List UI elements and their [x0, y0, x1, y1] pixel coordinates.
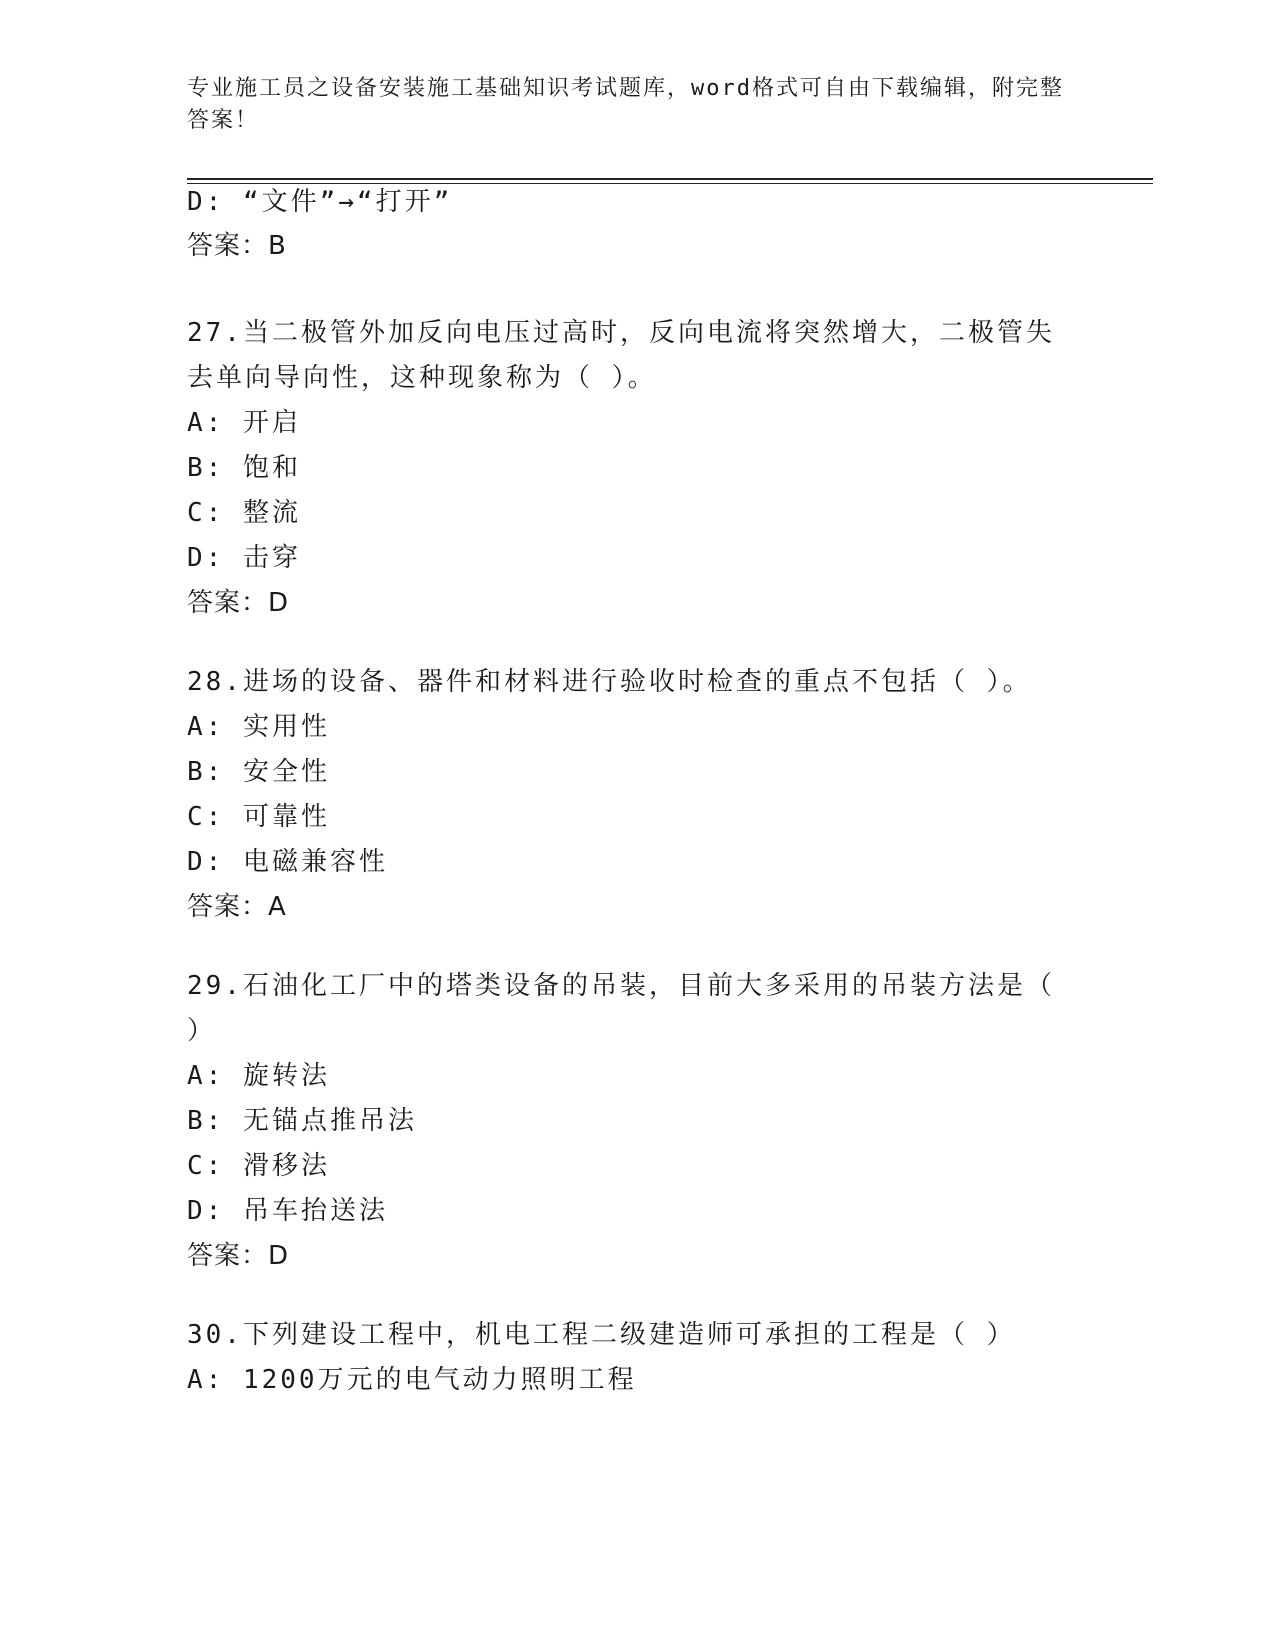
option-a: A: 开启 — [187, 408, 301, 438]
option-d: D: 吊车抬送法 — [187, 1196, 388, 1226]
answer: 答案：D — [187, 588, 290, 618]
option-c: C: 整流 — [187, 498, 301, 528]
option-b: B: 安全性 — [187, 757, 330, 787]
question-28 — [187, 660, 1067, 930]
answer: 答案：A — [187, 892, 287, 922]
carryover-answer: 答案：B — [187, 231, 287, 261]
option-a: A: 旋转法 — [187, 1061, 330, 1091]
option-c: C: 滑移法 — [187, 1151, 330, 1181]
option-d: D: 击穿 — [187, 543, 301, 573]
option-d: D: 电磁兼容性 — [187, 847, 388, 877]
question-stem: 29.石油化工厂中的塔类设备的吊装，目前大多采用的吊装方法是（ ） — [187, 971, 1055, 1046]
question-stem: 27.当二极管外加反向电压过高时，反向电流将突然增大，二极管失去单向导向性，这种现象称为（ ）。 — [187, 318, 1055, 393]
option-c: C: 可靠性 — [187, 802, 330, 832]
option-b: B: 饱和 — [187, 453, 301, 483]
question-stem: 28.进场的设备、器件和材料进行验收时检查的重点不包括（ ）。 — [187, 667, 1032, 697]
question-27 — [187, 311, 1067, 626]
question-30 — [187, 1313, 1067, 1403]
question-29 — [187, 964, 1067, 1279]
carryover-option-d: D: “文件”→“打开” — [187, 187, 453, 217]
header-rule-thick — [187, 178, 1153, 180]
answer: 答案：D — [187, 1241, 290, 1271]
option-b: B: 无锚点推吊法 — [187, 1106, 417, 1136]
option-a: A: 1200万元的电气动力照明工程 — [187, 1365, 637, 1395]
question-stem: 30.下列建设工程中，机电工程二级建造师可承担的工程是（ ） — [187, 1320, 1016, 1350]
option-a: A: 实用性 — [187, 712, 330, 742]
header-rule-thin — [187, 183, 1153, 184]
page-header: 专业施工员之设备安装施工基础知识考试题库，word格式可自由下载编辑，附完整答案！ — [187, 76, 1064, 133]
